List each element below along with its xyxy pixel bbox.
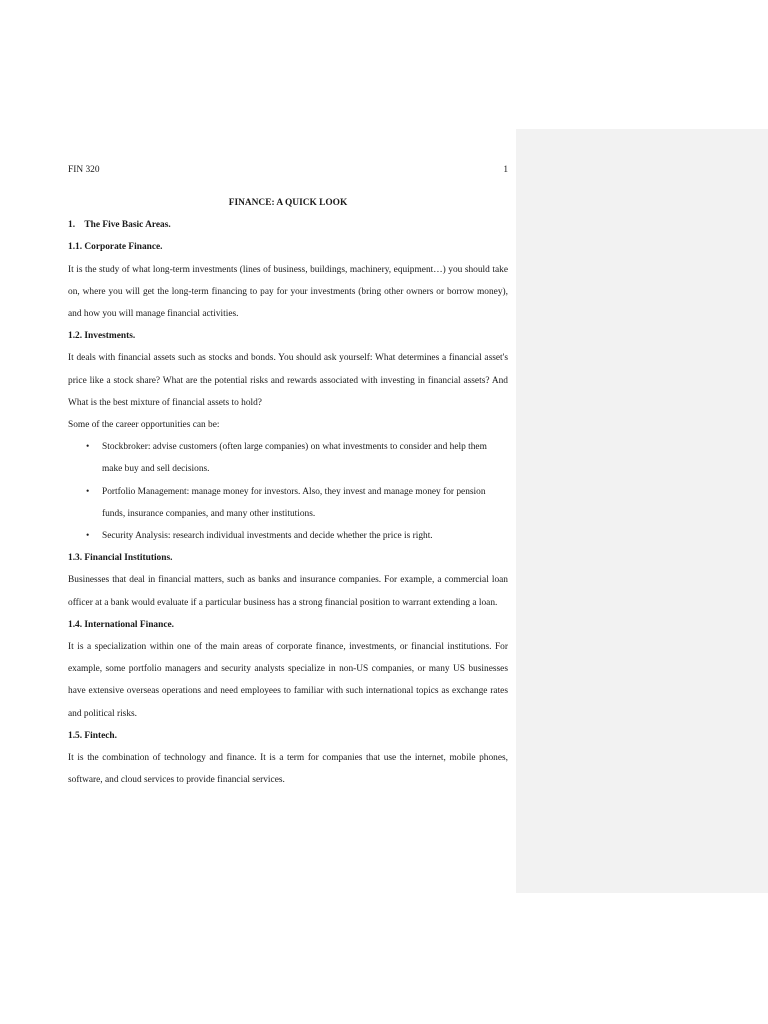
main-heading: 1. The Five Basic Areas.: [68, 220, 171, 231]
running-head: FIN 320: [68, 165, 100, 175]
paragraph-fintech: It is the combination of technology and finance. It is a term for companies that use the internet, mobile phones, software, and cloud services to provide financial services.: [68, 753, 508, 786]
bullet-icon: •: [86, 531, 90, 542]
section-heading-investments: 1.2. Investments.: [68, 331, 136, 342]
list-item: • Portfolio Management: manage money for investors. Also, they invest and manage money for pension funds, insurance companies, and many other institutions.: [102, 481, 508, 525]
bullet-icon: •: [86, 486, 90, 497]
bullet-icon: •: [86, 442, 90, 453]
career-intro: Some of the career opportunities can be:: [68, 420, 220, 431]
section-heading-fintech: 1.5. Fintech.: [68, 730, 117, 741]
document-title: FINANCE: A QUICK LOOK: [228, 198, 348, 208]
section-heading-international-finance: 1.4. International Finance.: [68, 619, 174, 630]
document-body: [68, 192, 508, 791]
paragraph-investments: It deals with financial assets such as stocks and bonds. You should ask yourself: What determines a financial asset's price like a stock share? What are the potential risks and rewards associated with investing in financial assets? And What is the best mixture of financial assets to hold?: [68, 353, 508, 408]
list-item: • Stockbroker: advise customers (often large companies) on what investments to consider and help them make buy and sell decisions.: [102, 436, 508, 480]
list-item: • Security Analysis: research individual investments and decide whether the price is right.: [102, 525, 508, 547]
paragraph-international-finance: It is a specialization within one of the main areas of corporate finance, investments, or financial institutions. For example, some portfolio managers and security analysts specialize in non-US companies, or many US businesses have extensive overseas operations and need employees to familiar with such international topics as exchange rates and political risks.: [68, 642, 508, 719]
comment-pane: [516, 129, 768, 893]
paragraph-corporate-finance: It is the study of what long-term investments (lines of business, buildings, machinery, equipment…) you should take on, where you will get the long-term financing to pay for your investments (bring other owners or borrow money), and how you will manage financial activities.: [68, 264, 508, 320]
paragraph-financial-institutions: Businesses that deal in financial matters, such as banks and insurance companies. For example, a commercial loan officer at a bank would evaluate if a particular business has a strong financial position to warrant extending a loan.: [68, 575, 508, 608]
section-heading-financial-institutions: 1.3. Financial Institutions.: [68, 553, 173, 564]
section-heading-corporate-finance: 1.1. Corporate Finance.: [68, 242, 163, 253]
page-number: 1: [503, 165, 508, 175]
career-list: [68, 436, 508, 547]
